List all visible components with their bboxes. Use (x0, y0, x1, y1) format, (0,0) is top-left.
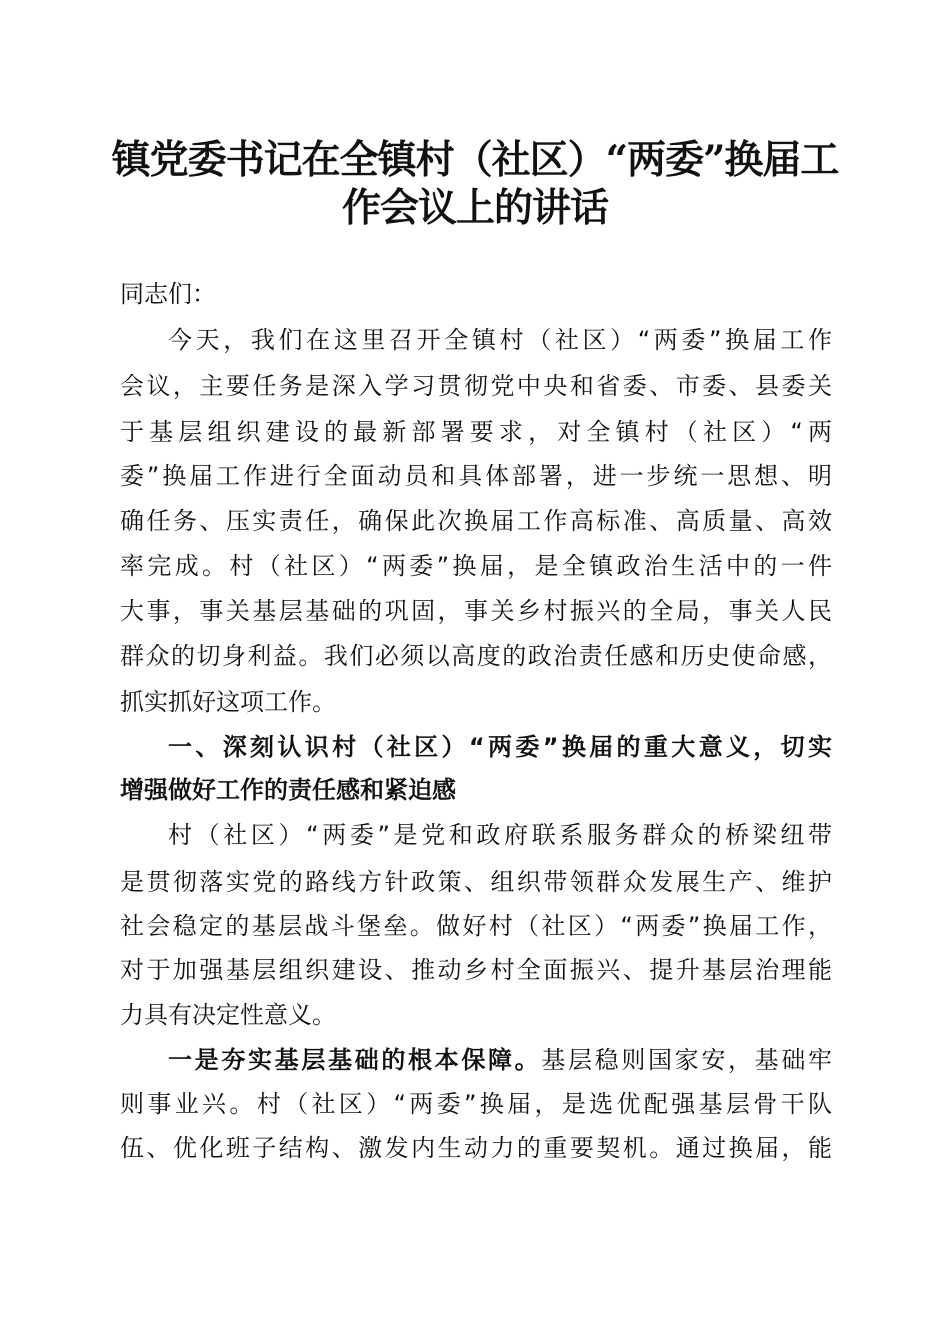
salutation: 同志们： (120, 280, 216, 308)
intro-line: 会议，主要任务是深入学习贯彻党中央和省委、市委、县委关 (120, 372, 832, 400)
intro-line: 委”换届工作进行全面动员和具体部署，进一步统一思想、明 (120, 462, 832, 490)
section-line: 是贯彻落实党的路线方针政策、组织带领群众发展生产、维护 (120, 868, 832, 896)
section-line: 对于加强基层组织建设、推动乡村全面振兴、提升基层治理能 (120, 956, 832, 984)
point-1-line: 则事业兴。村（社区）“两委”换届，是选优配强基层骨干队 (120, 1090, 832, 1118)
intro-line: 确任务、压实责任，确保此次换届工作高标准、高质量、高效 (120, 507, 832, 535)
point-1-line: 伍、优化班子结构、激发内生动力的重要契机。通过换届，能 (120, 1134, 832, 1162)
point-1-lead: 一是夯实基层基础的根本保障。 (168, 1046, 542, 1074)
intro-line: 今天，我们在这里召开全镇村（社区）“两委”换届工作 (168, 326, 832, 354)
intro-line: 于基层组织建设的最新部署要求，对全镇村（社区）“两 (120, 418, 832, 446)
intro-line: 抓实抓好这项工作。 (120, 688, 336, 716)
section-heading: 增强做好工作的责任感和紧迫感 (120, 776, 456, 804)
point-1-line (168, 1038, 832, 1083)
document-title-line-1: 镇党委书记在全镇村（社区）“两委”换届工 (111, 137, 839, 183)
document-title-line-2: 作会议上的讲话 (341, 185, 608, 231)
intro-line: 大事，事关基层基础的巩固，事关乡村振兴的全局，事关人民 (120, 597, 832, 625)
section-line: 力具有决定性意义。 (120, 1001, 336, 1029)
section-line: 村（社区）“两委”是党和政府联系服务群众的桥梁纽带 (168, 821, 832, 849)
intro-line: 群众的切身利益。我们必须以高度的政治责任感和历史使命感， (120, 642, 832, 670)
intro-line: 率完成。村（社区）“两委”换届，是全镇政治生活中的一件 (120, 552, 832, 580)
point-1-text: 基层稳则国家安，基础牢 (541, 1046, 832, 1074)
section-heading: 一、深刻认识村（社区）“两委”换届的重大意义，切实 (168, 733, 832, 761)
section-line: 社会稳定的基层战斗堡垒。做好村（社区）“两委”换届工作， (120, 912, 832, 940)
